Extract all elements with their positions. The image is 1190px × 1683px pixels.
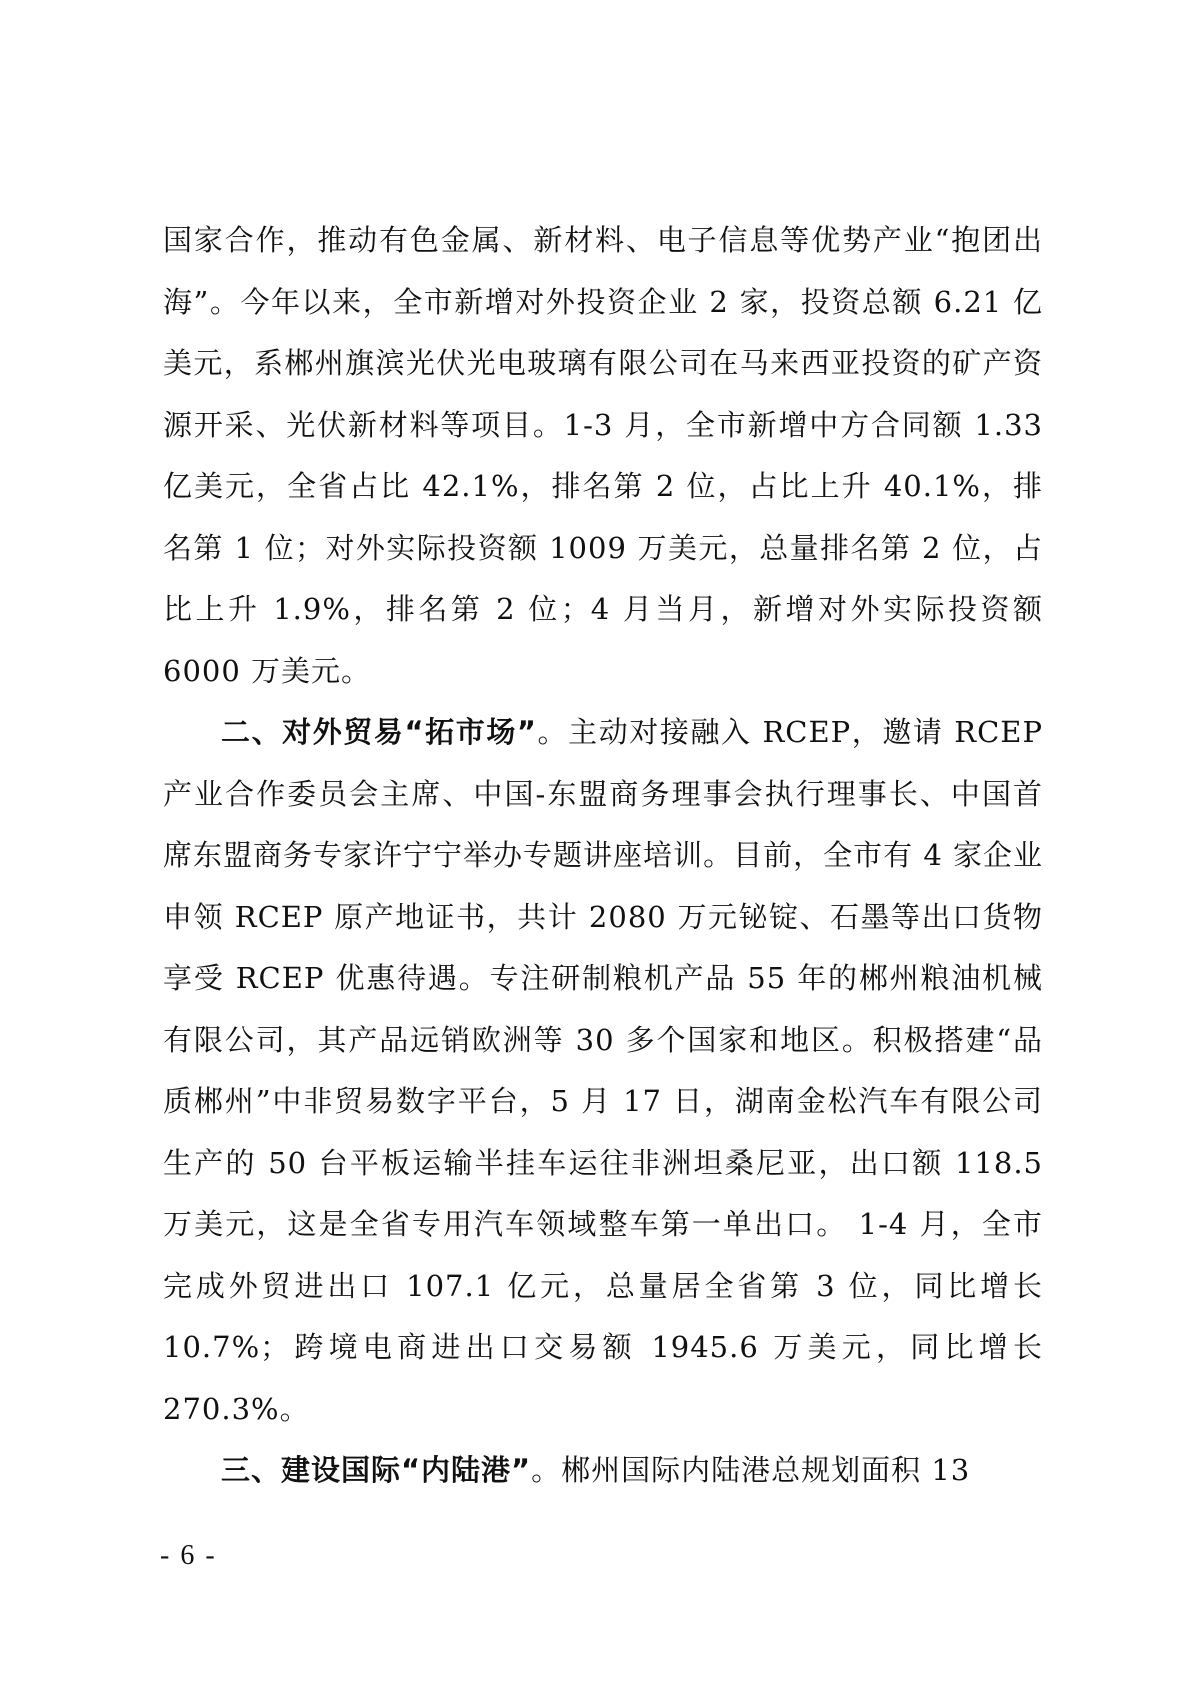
paragraph-text: 。主动对接融入 RCEP，邀请 RCEP 产业合作委员会主席、中国-东盟商务理事会执行理事长、中国首席东盟商务专家许宁宁举办专题讲座培训。目前，全市有 4 家企业申领 RCEP 原产地证书，共计 2080 万元铋锭、石墨等出口货物享受 RCEP 优惠待遇。专注研制粮机产品 55 年的郴州粮油机械有限公司，其产品远销欧洲等 30 多个国家和地区。积极搭建“品质郴州”中非贸易数字平台，5 月 17 日，湖南金松汽车有限公司生产的 50 台平板运输半挂车运往非洲坦桑尼亚，出口额 118.5 万美元，这是全省专用汽车领域整车第一单出口。 1-4 月，全市完成外贸进出口 107.1 亿元，总量居全省第 3 位，同比增长 10.7%；跨境电商进出口交易额 1945.6 万美元，同比增长 270.3%。 bbox=[163, 715, 1043, 1426]
paragraph-text: 国家合作，推动有色金属、新材料、电子信息等优势产业“抱团出海”。今年以来，全市新增对外投资企业 2 家，投资总额 6.21 亿美元，系郴州旗滨光伏光电玻璃有限公司在马来西亚投资的矿产资源开采、光伏新材料等项目。1-3 月，全市新增中方合同额 1.33 亿美元，全省占比 42.1%，排名第 2 位，占比上升 40.1%，排名第 1 位；对外实际投资额 1009 万美元，总量排名第 2 位，占比上升 1.9%，排名第 2 位；4 月当月，新增对外实际投资额 6000 万美元。 bbox=[163, 223, 1043, 688]
section-heading-inland-port: 三、建设国际“内陆港” bbox=[221, 1453, 532, 1487]
document-page bbox=[163, 210, 1043, 1502]
page-number: - 6 - bbox=[160, 1540, 217, 1571]
paragraph-foreign-trade bbox=[163, 702, 1043, 1440]
paragraph-overseas-investment bbox=[163, 210, 1043, 702]
paragraph-inland-port bbox=[163, 1440, 1043, 1502]
paragraph-text: 。郴州国际内陆港总规划面积 13 bbox=[531, 1453, 971, 1487]
section-heading-foreign-trade: 二、对外贸易“拓市场” bbox=[221, 715, 537, 749]
